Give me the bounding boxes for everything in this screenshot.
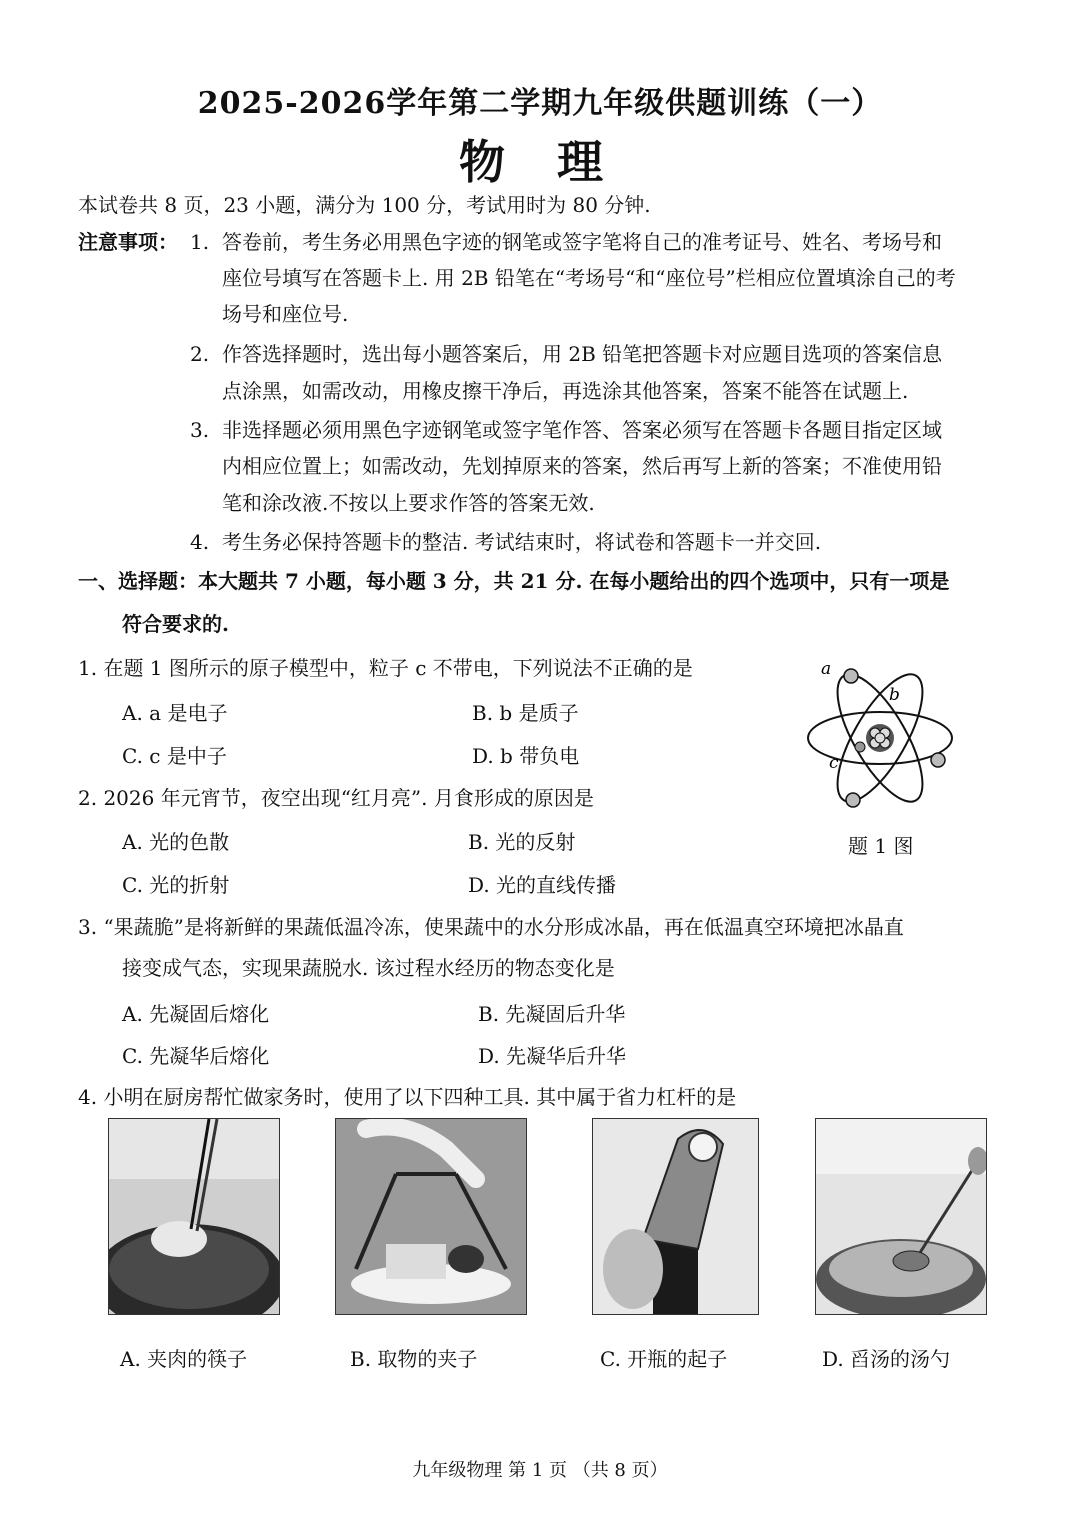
nucleus	[866, 724, 894, 752]
note-1-line-1: 答卷前，考生务必用黑色字迹的钢笔或签字笔将自己的准考证号、姓名、考场号和	[222, 230, 942, 254]
q1-option-d: D. b 带负电	[472, 744, 580, 768]
question-2-stem: 2. 2026 年元宵节，夜空出现“红月亮”. 月食形成的原因是	[78, 786, 594, 810]
q4-option-b: B. 取物的夹子	[350, 1347, 478, 1371]
subject-title: 物 理	[458, 135, 621, 189]
note-1-line-2: 座位号填写在答题卡上. 用 2B 铅笔在“考场号“和“座位号”栏相应位置填涂自己的考	[222, 266, 956, 290]
section-heading-cont: 符合要求的.	[122, 612, 229, 636]
note-2-line-1: 作答选择题时，选出每小题答案后，用 2B 铅笔把答题卡对应题目选项的答案信息	[222, 342, 943, 366]
question-3-stem-line-2: 接变成气态，实现果蔬脱水. 该过程水经历的物态变化是	[122, 956, 615, 980]
note-3-line-2: 内相应位置上；如需改动，先划掉原来的答案，然后再写上新的答案；不准使用铅	[222, 454, 942, 478]
soup-ladle-photo	[815, 1118, 987, 1315]
note-4-number: 4.	[190, 530, 210, 554]
q4-option-a: A. 夹肉的筷子	[120, 1347, 248, 1371]
chopsticks-photo	[108, 1118, 280, 1315]
note-3-line-3: 笔和涂改液.不按以上要求作答的答案无效.	[222, 491, 595, 515]
section-heading: 一、选择题：本大题共 7 小题，每小题 3 分，共 21 分. 在每小题给出的四个选项中，只有一项是	[78, 569, 950, 593]
figure-1-caption: 题 1 图	[848, 834, 914, 858]
clamp-photo	[335, 1118, 527, 1315]
label-c: c	[829, 753, 839, 773]
note-2-number: 2.	[190, 342, 210, 366]
q2-option-d: D. 光的直线传播	[468, 873, 617, 897]
q1-option-a: A. a 是电子	[122, 701, 228, 725]
atom-model-figure	[795, 650, 965, 825]
note-4-line-1: 考生务必保持答题卡的整洁. 考试结束时，将试卷和答题卡一并交回.	[222, 530, 822, 554]
q4-option-c: C. 开瓶的起子	[600, 1347, 728, 1371]
q2-option-c: C. 光的折射	[122, 873, 230, 897]
question-4-stem: 4. 小明在厨房帮忙做家务时，使用了以下四种工具. 其中属于省力杠杆的是	[78, 1085, 737, 1109]
q4-option-d: D. 舀汤的汤勺	[822, 1347, 951, 1371]
notes-label: 注意事项：	[78, 230, 178, 254]
bottle-opener-photo	[592, 1118, 759, 1315]
electron-a	[844, 669, 858, 683]
electron-bottom	[846, 793, 860, 807]
q1-option-b: B. b 是质子	[472, 701, 579, 725]
label-b: b	[889, 685, 900, 705]
q3-option-b: B. 先凝固后升华	[478, 1002, 626, 1026]
page-footer: 九年级物理 第 1 页 （共 8 页）	[412, 1460, 668, 1481]
q2-option-a: A. 光的色散	[122, 830, 230, 854]
q2-option-b: B. 光的反射	[468, 830, 576, 854]
particle-c	[855, 742, 865, 752]
note-3-number: 3.	[190, 418, 210, 442]
note-1-number: 1.	[190, 230, 210, 254]
q1-option-c: C. c 是中子	[122, 744, 227, 768]
electron-right	[931, 753, 945, 767]
note-3-line-1: 非选择题必须用黑色字迹钢笔或签字笔作答、答案必须写在答题卡各题目指定区域	[222, 418, 942, 442]
exam-intro: 本试卷共 8 页，23 小题，满分为 100 分，考试用时为 80 分钟.	[78, 193, 651, 217]
exam-title: 2025-2026学年第二学期九年级供题训练（一）	[197, 86, 883, 121]
q3-option-c: C. 先凝华后熔化	[122, 1044, 270, 1068]
label-a: a	[821, 659, 832, 679]
note-2-line-2: 点涂黑，如需改动，用橡皮擦干净后，再选涂其他答案，答案不能答在试题上.	[222, 379, 909, 403]
q3-option-a: A. 先凝固后熔化	[122, 1002, 270, 1026]
q3-option-d: D. 先凝华后升华	[478, 1044, 627, 1068]
note-1-line-3: 场号和座位号.	[222, 302, 349, 326]
question-1-stem: 1. 在题 1 图所示的原子模型中，粒子 c 不带电，下列说法不正确的是	[78, 656, 693, 680]
question-3-stem-line-1: 3. “果蔬脆”是将新鲜的果蔬低温冷冻，使果蔬中的水分形成冰晶，再在低温真空环境把冰晶直	[78, 915, 904, 939]
